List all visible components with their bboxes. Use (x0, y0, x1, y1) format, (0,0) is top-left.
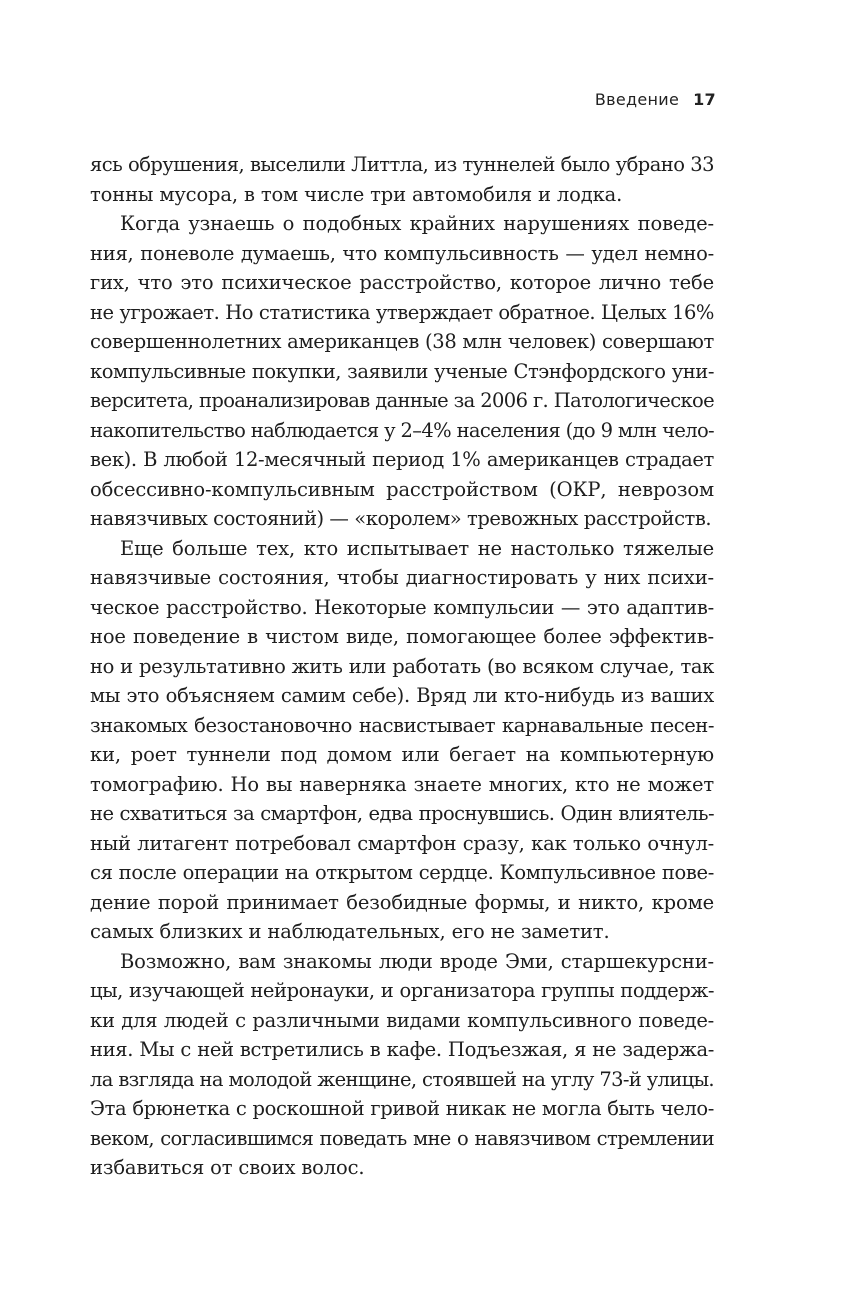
text-line: не схватиться за смартфон, едва проснувшись. Один влиятель- (90, 802, 714, 825)
text-line: но и результативно жить или работать (во всяком случае, так (90, 654, 714, 678)
text-line: Когда узнаешь о подобных крайних нарушениях поведе- (120, 212, 714, 235)
text-line: верситета, проанализировав данные за 2006 г. Патологическое (90, 389, 714, 412)
text-line: век). В любой 12-месячный период 1% американцев страдает (90, 448, 714, 471)
text-line: избавиться от своих волос. (90, 1156, 365, 1179)
text-line: навязчивых состояний) — «королем» тревожных расстройств. (90, 507, 712, 530)
text-line: навязчивые состояния, чтобы диагностировать у них психи- (90, 566, 714, 589)
text-line: Эта брюнетка с роскошной гривой никак не могла быть чело- (90, 1097, 714, 1120)
text-line: обсессивно-компульсивным расстройством (ОКР, неврозом (90, 477, 714, 501)
text-line: совершеннолетних американцев (38 млн человек) совершают (90, 330, 714, 353)
text-line: ки, роет туннели под домом или бегает на компьютерную (90, 743, 714, 766)
text-line: самых близких и наблюдательных, его не заметит. (90, 920, 610, 943)
text-line: цы, изучающей нейронауки, и организатора группы поддерж- (90, 979, 714, 1002)
text-line: томографию. Но вы наверняка знаете многих, кто не может (90, 772, 714, 796)
text-line: гих, что это психическое расстройство, которое лично тебе (90, 271, 714, 294)
page-number: 17 (693, 90, 716, 109)
text-line: знакомых безостановочно насвистывает карнавальные песен- (90, 713, 714, 737)
paragraph (90, 209, 714, 534)
body-text (90, 150, 714, 1183)
paragraph (90, 534, 714, 947)
text-line: Еще больше тех, кто испытывает не настолько тяжелые (120, 536, 714, 560)
text-line: ния. Мы с ней встретились в кафе. Подъезжая, я не задержа- (90, 1038, 714, 1061)
text-line: ся после операции на открытом сердце. Компульсивное пове- (90, 861, 714, 884)
text-line: дение порой принимает безобидные формы, и никто, кроме (90, 890, 714, 914)
paragraph (90, 150, 714, 209)
text-line: не угрожает. Но статистика утверждает обратное. Целых 16% (90, 300, 714, 324)
text-line: ния, поневоле думаешь, что компульсивность — удел немно- (90, 241, 714, 265)
text-line: Возможно, вам знакомы люди вроде Эми, старшекурсни- (120, 949, 714, 973)
running-head (595, 90, 716, 109)
text-line: ки для людей с различными видами компульсивного поведе- (90, 1008, 714, 1032)
text-line: ное поведение в чистом виде, помогающее более эффектив- (90, 625, 714, 648)
text-line: мы это объясняем самим себе). Вряд ли кто-нибудь из ваших (90, 684, 714, 707)
paragraph (90, 947, 714, 1183)
text-line: накопительство наблюдается у 2–4% населения (до 9 млн чело- (90, 418, 714, 442)
text-line: ясь обрушения, выселили Литтла, из туннелей было убрано 33 (90, 153, 714, 176)
text-line: веком, согласившимся поведать мне о навязчивом стремлении (90, 1126, 714, 1150)
text-line: тонны мусора, в том числе три автомобиля и лодка. (90, 182, 623, 206)
text-line: ческое расстройство. Некоторые компульсии — это адаптив- (90, 595, 714, 619)
text-line: ный литагент потребовал смартфон сразу, как только очнул- (90, 831, 714, 855)
text-line: ла взгляда на молодой женщине, стоявшей на углу 73-й улицы. (90, 1067, 714, 1091)
section-title: Введение (594, 90, 680, 109)
text-line: компульсивные покупки, заявили ученые Стэнфордского уни- (90, 359, 714, 383)
